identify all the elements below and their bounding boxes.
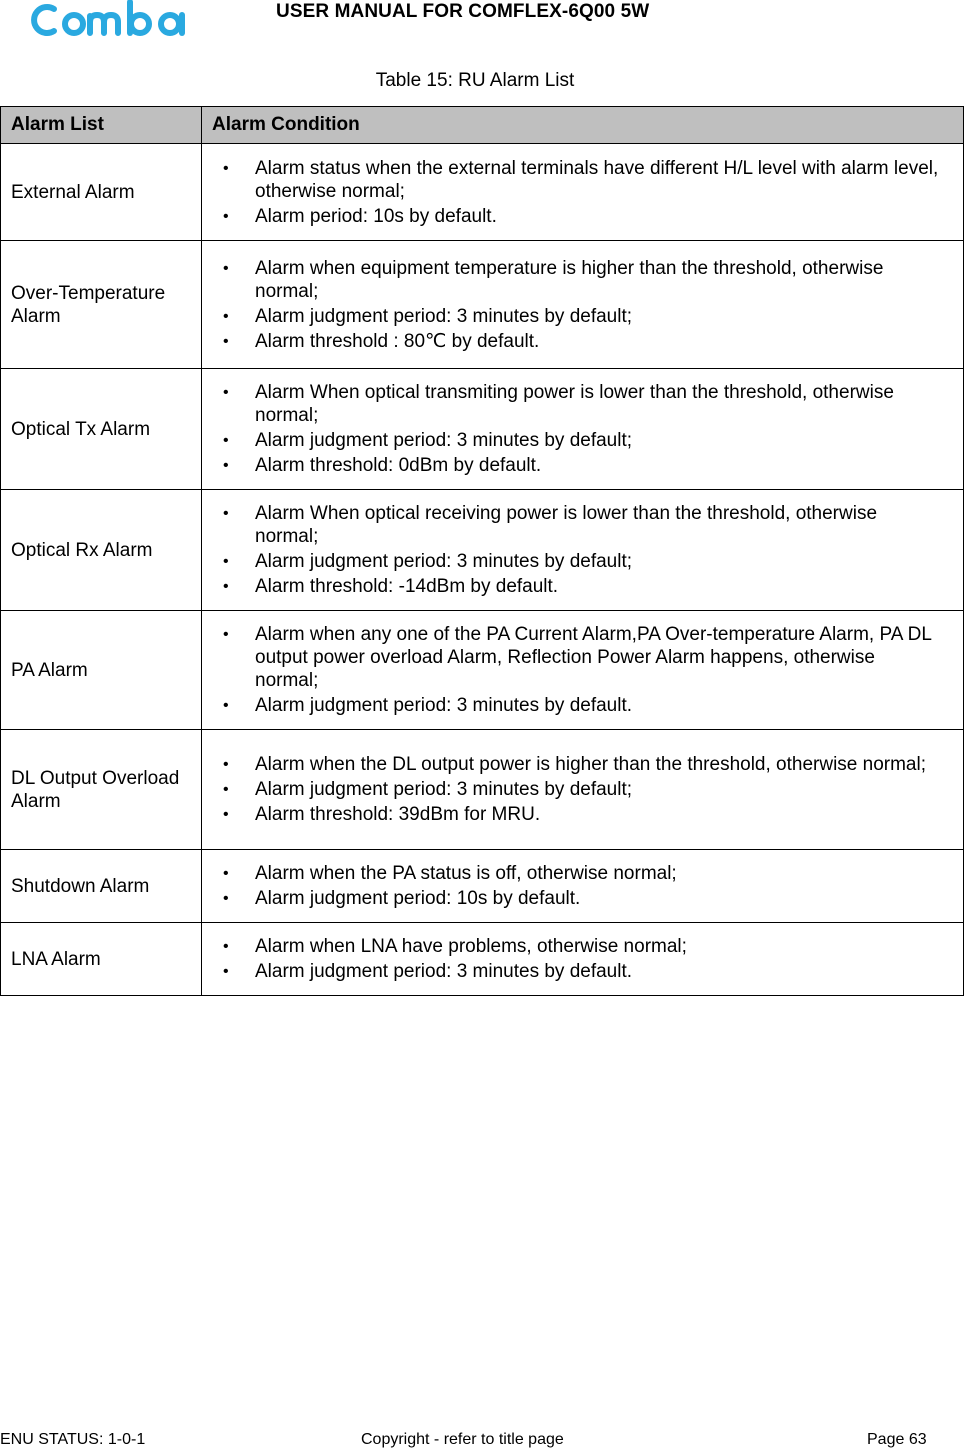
- condition-text: Alarm when the PA status is off, otherwise normal;: [255, 863, 677, 884]
- bullet-icon: •: [223, 207, 229, 225]
- condition-text: Alarm When optical transmiting power is lower than the threshold, otherwise normal;: [255, 382, 894, 426]
- bullet-icon: •: [223, 505, 229, 522]
- condition-item: [1, 454, 943, 477]
- bullet-icon: •: [223, 781, 229, 798]
- condition-item: [1, 429, 943, 452]
- table-row: [1, 923, 964, 996]
- condition-item: [1, 205, 943, 228]
- bullet-icon: •: [223, 553, 229, 570]
- bullet-icon: •: [223, 938, 229, 955]
- alarm-name: DL Output Overload Alarm: [1, 730, 202, 850]
- condition-text: Alarm threshold : 80℃ by default.: [255, 330, 540, 352]
- condition-text: Alarm judgment period: 10s by default.: [255, 888, 581, 909]
- bullet-icon: •: [223, 259, 229, 277]
- bullet-icon: •: [223, 865, 229, 882]
- alarm-name: External Alarm: [1, 144, 202, 241]
- condition-text: Alarm when any one of the PA Current Alarm,PA Over-temperature Alarm, PA DL output power overload Alarm, Reflection Power Alarm happens, otherwise normal;: [255, 624, 932, 691]
- bullet-icon: •: [223, 963, 229, 980]
- condition-item: [1, 157, 943, 203]
- alarm-condition-cell: [202, 923, 964, 996]
- condition-item: [1, 381, 943, 427]
- condition-item: [1, 803, 943, 826]
- alarm-name: LNA Alarm: [1, 923, 202, 996]
- condition-text: Alarm judgment period: 3 minutes by default;: [255, 305, 633, 327]
- condition-item: [1, 623, 943, 692]
- alarm-name: PA Alarm: [1, 611, 202, 730]
- column-header-alarm-list: Alarm List: [1, 107, 202, 144]
- table-header-row: [1, 107, 964, 144]
- bullet-icon: •: [223, 384, 229, 401]
- condition-item: [1, 960, 943, 983]
- bullet-icon: •: [223, 332, 229, 350]
- alarm-condition-cell: [202, 369, 964, 490]
- condition-item: [1, 887, 943, 910]
- bullet-icon: •: [223, 626, 229, 643]
- alarm-table: [0, 106, 964, 996]
- condition-item: [1, 694, 943, 717]
- condition-list: [202, 935, 943, 983]
- condition-text: Alarm when the DL output power is higher than the threshold, otherwise normal;: [255, 754, 926, 775]
- condition-text: Alarm threshold: 39dBm for MRU.: [255, 804, 541, 825]
- footer-status: ENU STATUS: 1-0-1: [0, 1431, 146, 1448]
- condition-text: Alarm threshold: 0dBm by default.: [255, 455, 542, 476]
- bullet-icon: •: [223, 307, 229, 325]
- condition-text: Alarm threshold: -14dBm by default.: [255, 576, 559, 597]
- alarm-name: Shutdown Alarm: [1, 850, 202, 923]
- alarm-condition-cell: [202, 850, 964, 923]
- bullet-icon: •: [223, 578, 229, 595]
- condition-list: [202, 753, 943, 826]
- condition-text: Alarm When optical receiving power is lower than the threshold, otherwise normal;: [255, 503, 878, 547]
- condition-item: [1, 257, 943, 303]
- condition-item: [1, 330, 943, 353]
- condition-item: [1, 502, 943, 548]
- table-row: [1, 490, 964, 611]
- bullet-icon: •: [223, 457, 229, 474]
- alarm-name: Optical Tx Alarm: [1, 369, 202, 490]
- condition-list: [202, 502, 943, 598]
- alarm-table-body: [1, 144, 964, 996]
- alarm-condition-cell: [202, 611, 964, 730]
- condition-item: [1, 862, 943, 885]
- comba-logo-mark: [24, 0, 204, 40]
- table-row: [1, 369, 964, 490]
- table-row: [1, 241, 964, 369]
- footer-page-number: Page 63: [867, 1431, 927, 1448]
- alarm-condition-cell: [202, 730, 964, 850]
- condition-text: Alarm judgment period: 3 minutes by default;: [255, 779, 633, 800]
- bullet-icon: •: [223, 890, 229, 907]
- condition-text: Alarm judgment period: 3 minutes by default;: [255, 430, 633, 451]
- table-row: [1, 144, 964, 241]
- condition-list: [202, 381, 943, 477]
- condition-item: [1, 575, 943, 598]
- table-row: [1, 730, 964, 850]
- condition-text: Alarm judgment period: 3 minutes by default.: [255, 695, 633, 716]
- alarm-name: Over-Temperature Alarm: [1, 241, 202, 369]
- table-caption: Table 15: RU Alarm List: [375, 70, 575, 91]
- condition-text: Alarm judgment period: 3 minutes by default;: [255, 551, 633, 572]
- column-header-alarm-condition: Alarm Condition: [202, 107, 964, 144]
- document-title: USER MANUAL FOR COMFLEX-6Q00 5W: [276, 1, 650, 22]
- condition-item: [1, 753, 943, 776]
- condition-text: Alarm period: 10s by default.: [255, 205, 497, 227]
- bullet-icon: •: [223, 756, 229, 773]
- bullet-icon: •: [223, 159, 229, 177]
- condition-list: [202, 257, 943, 353]
- bullet-icon: •: [223, 432, 229, 449]
- bullet-icon: •: [223, 697, 229, 714]
- alarm-condition-cell: [202, 144, 964, 241]
- comba-logo: [24, 0, 204, 40]
- alarm-condition-cell: [202, 241, 964, 369]
- condition-text: Alarm judgment period: 3 minutes by default.: [255, 961, 633, 982]
- condition-text: Alarm status when the external terminals have different H/L level with alarm level, otherwise normal;: [255, 157, 939, 202]
- condition-list: [202, 862, 943, 910]
- condition-item: [1, 550, 943, 573]
- table-row: [1, 611, 964, 730]
- table-row: [1, 850, 964, 923]
- condition-item: [1, 935, 943, 958]
- alarm-condition-cell: [202, 490, 964, 611]
- condition-item: [1, 305, 943, 328]
- bullet-icon: •: [223, 806, 229, 823]
- condition-text: Alarm when equipment temperature is higher than the threshold, otherwise normal;: [255, 257, 884, 302]
- condition-item: [1, 778, 943, 801]
- condition-list: [202, 623, 943, 717]
- condition-text: Alarm when LNA have problems, otherwise normal;: [255, 936, 687, 957]
- footer-copyright: Copyright - refer to title page: [361, 1431, 564, 1448]
- alarm-name: Optical Rx Alarm: [1, 490, 202, 611]
- condition-list: [202, 157, 943, 228]
